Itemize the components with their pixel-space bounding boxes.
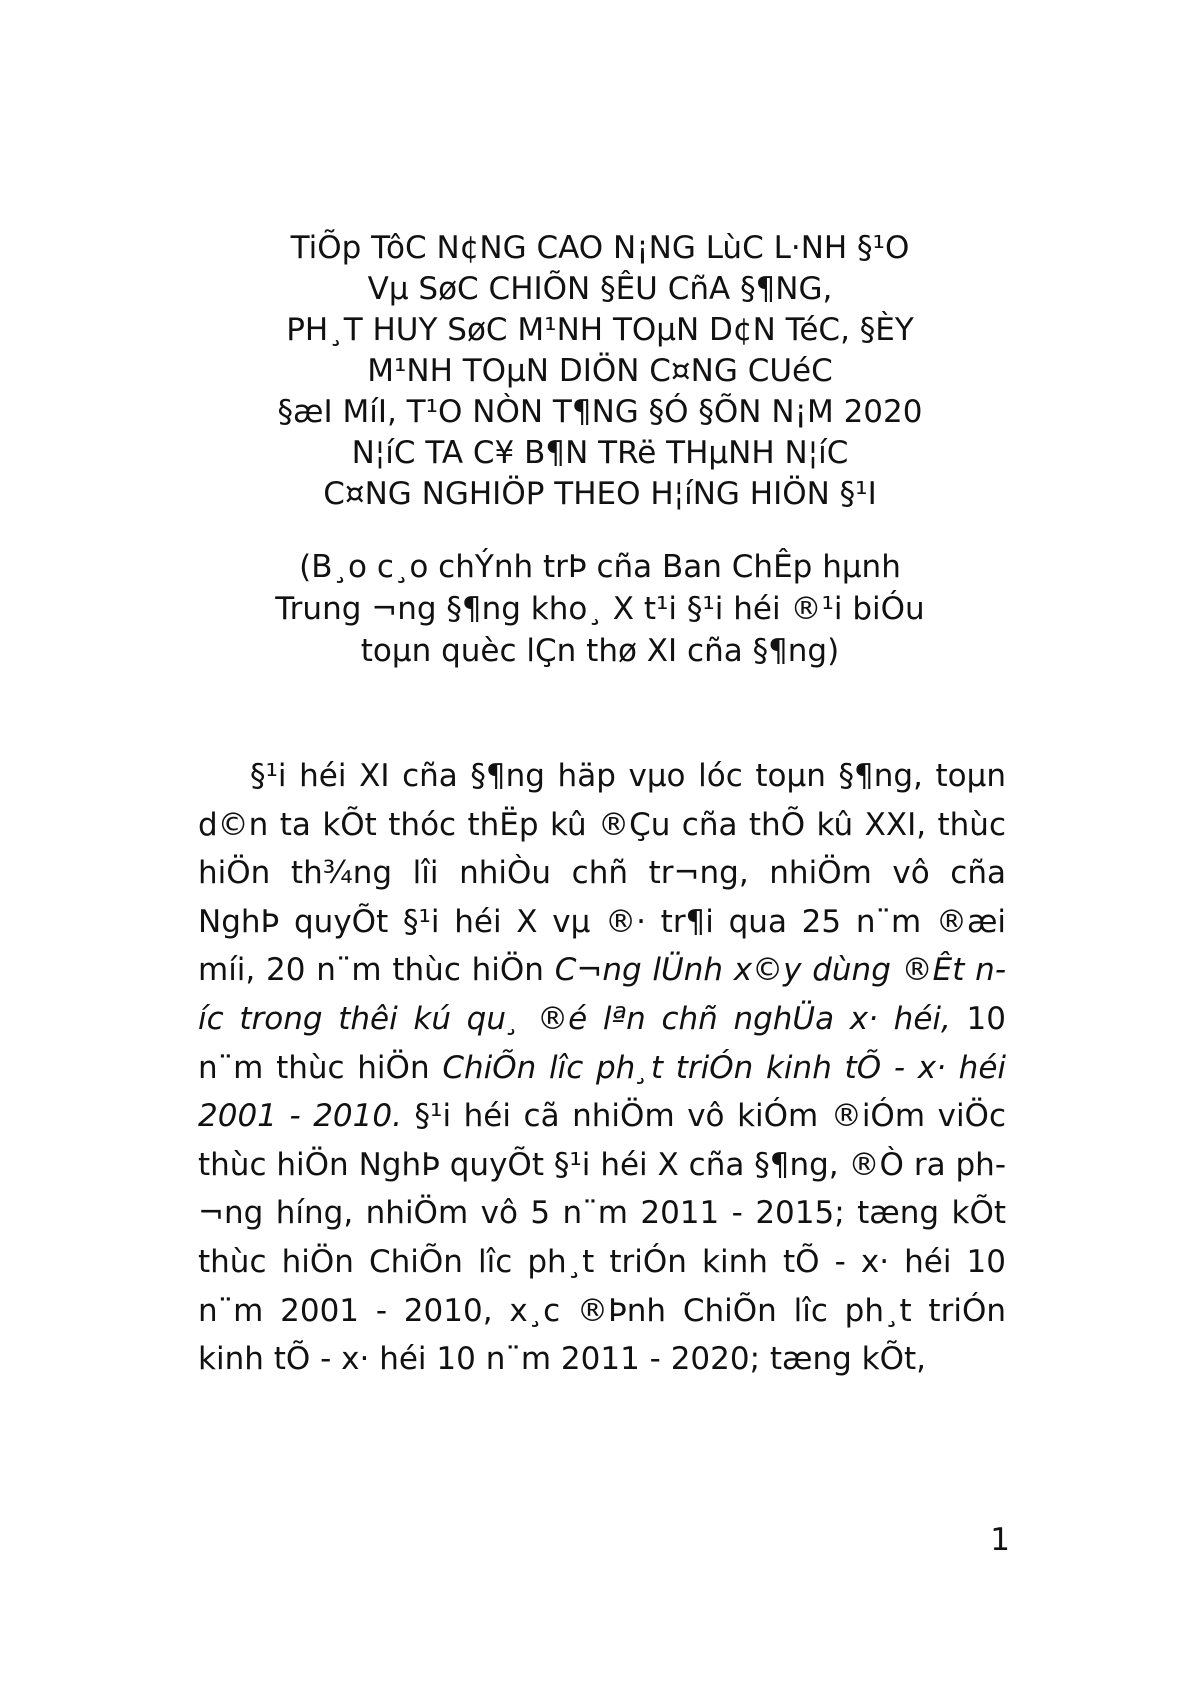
body-italic-segment: C¬ng lÜnh x©y dùng ®Êt níc trong thêi kú qu¸ ®é lªn chñ nghÜa x· héi, xyxy=(198,952,1006,1037)
subtitle-line: Trung ¬ng §¶ng kho¸ X t¹i §¹i héi ®¹i biÓu xyxy=(275,591,925,627)
title-line: TiÕp TôC N¢NG CAO N¡NG LùC L·NH §¹O xyxy=(290,230,910,266)
title-line: C¤NG NGHIÖP THEO H¦íNG HIÖN §¹I xyxy=(323,476,877,512)
body-paragraph xyxy=(198,752,1006,1384)
title-line: Vµ SøC CHIÕN §ÊU CñA §¶NG, xyxy=(367,271,833,307)
subtitle-line: (B¸o c¸o chÝnh trÞ cña Ban ChÊp hµnh xyxy=(299,549,901,585)
body-text-segment: §¹i héi XI cña §¶ng häp vµo lóc toµn §¶ng, toµn d©n ta kÕt thóc thËp kû ®Çu cña thÕ kû XXI, thùc hiÖn th¾ng lîi nhiÒu chñ tr¬ng, nhiÖm vô cña NghÞ quyÕt §¹i héi X vµ ®· tr¶i qua 25 n¨m ®æi míi, 20 n¨m thùc hiÖn xyxy=(198,758,1006,989)
body-text-segment: §¹i héi cã nhiÖm vô kiÓm ®iÓm viÖc thùc hiÖn NghÞ quyÕt §¹i héi X cña §¶ng, ®Ò ra ph¬ng híng, nhiÖm vô 5 n¨m 2011 - 2015; tæng kÕt thùc hiÖn ChiÕn lîc ph¸t triÓn kinh tÕ - x· héi 10 n¨m 2001 - 2010, x¸c ®Þnh ChiÕn lîc ph¸t triÓn kinh tÕ - x· héi 10 n¨m 2011 - 2020; tæng kÕt, xyxy=(198,1098,1006,1378)
title-line: N¦íC TA C¥ B¶N TRë THµNH N¦íC xyxy=(351,435,849,471)
title-line: M¹NH TOµN DIÖN C¤NG CUéC xyxy=(367,353,833,389)
body-text-segment: 10 n¨m thùc hiÖn xyxy=(198,1000,1006,1086)
title-line: PH¸T HUY SøC M¹NH TOµN D¢N TéC, §ÈY xyxy=(286,312,914,348)
page-number: 1 xyxy=(990,1522,1010,1558)
document-subtitle xyxy=(150,546,1050,672)
document-title xyxy=(150,228,1050,515)
title-line: §æI MíI, T¹O NÒN T¶NG §Ó §ÕN N¡M 2020 xyxy=(277,394,923,430)
body-italic-segment: ChiÕn lîc ph¸t triÓn kinh tÕ - x· héi 2001 - 2010. xyxy=(198,1049,1007,1135)
subtitle-line: toµn quèc lÇn thø XI cña §¶ng) xyxy=(360,633,840,669)
